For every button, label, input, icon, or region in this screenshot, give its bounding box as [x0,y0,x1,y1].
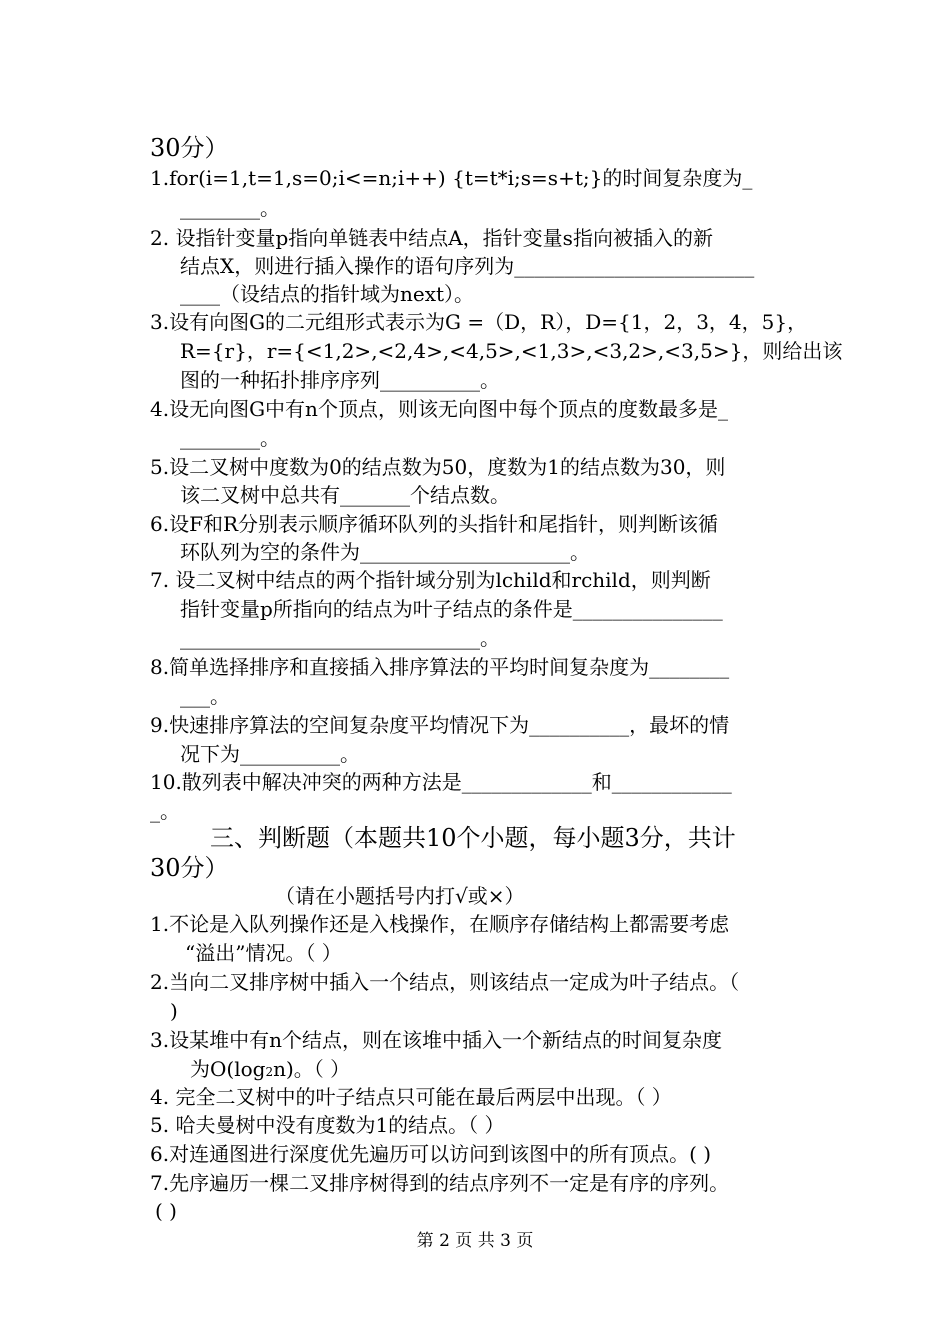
q5-line2: 该二叉树中总共有_______个结点数。 [180,483,510,507]
q2-line3: ____（设结点的指针域为next）。 [180,282,475,306]
j7-line1: 7.先序遍历一棵二叉排序树得到的结点序列不一定是有序的序列。 [150,1171,730,1195]
j1-line1: 1.不论是入队列操作还是入栈操作，在顺序存储结构上都需要考虑 [150,912,730,936]
j1-line2: “溢出”情况。（ ） [185,941,342,965]
q7-line1: 7. 设二叉树中结点的两个指针域分别为lchild和rchild，则判断 [150,568,711,592]
q8-line1: 8.简单选择排序和直接插入排序算法的平均时间复杂度为________ [150,655,730,679]
q2-line1: 2. 设指针变量p指向单链表中结点A，指针变量s指向被插入的新 [150,226,713,250]
q1-line2: ________。 [180,196,280,220]
j3-log-base: 2 [265,1065,274,1079]
q5-line1: 5.设二叉树中度数为0的结点数为50，度数为1的结点数为30，则 [150,455,726,479]
q1-line1: 1.for(i=1,t=1,s=0;i<=n;i++) {t=t*i;s=s+t;}的时间复杂度为_ [150,166,753,190]
j3-line2-post: n)。（ ） [273,1057,351,1081]
q8-line2: ___。 [180,684,230,708]
q10-line2: _。 [150,799,180,823]
q6-line2: 环队列为空的条件为_____________________。 [180,540,590,564]
j3-line2-pre: 为O(log [190,1057,266,1081]
section3-instruction: （请在小题括号内打√或×） [275,884,525,908]
section3-title-line1: 三、判断题（本题共10个小题，每小题3分，共计 [210,824,736,852]
q7-line2: 指针变量p所指向的结点为叶子结点的条件是_______________ [180,597,723,621]
q3-line3: 图的一种拓扑排序序列__________。 [180,368,500,392]
j2-line2: ) [170,999,178,1023]
q2-line2: 结点X，则进行插入操作的语句序列为________________________ [180,254,755,278]
q10-line1: 10.散列表中解决冲突的两种方法是_____________和____________ [150,770,732,794]
q6-line1: 6.设F和R分别表示顺序循环队列的头指针和尾指针，则判断该循 [150,512,719,536]
j5-line1: 5. 哈夫曼树中没有度数为1的结点。（ ） [150,1113,505,1137]
j7-line2: ( ) [155,1199,177,1223]
q4-line1: 4.设无向图G中有n个顶点，则该无向图中每个顶点的度数最多是_ [150,397,728,421]
q4-line2: ________。 [180,426,280,450]
continued-heading: 30分） [150,134,229,162]
q7-line3: ______________________________。 [180,626,500,650]
j3-line2 [190,1055,350,1086]
j3-line1: 3.设某堆中有n个结点，则在该堆中插入一个新结点的时间复杂度 [150,1028,722,1052]
q3-line2: R={r}，r={<1,2>,<2,4>,<4,5>,<1,3>,<3,2>,<3,5>}，则给出该 [180,339,843,363]
page-footer: 第 2 页 共 3 页 [416,1231,534,1251]
q9-line1: 9.快速排序算法的空间复杂度平均情况下为__________，最坏的情 [150,713,730,737]
q9-line2: 况下为__________。 [180,742,360,766]
j6-line1: 6.对连通图进行深度优先遍历可以访问到该图中的所有顶点。( ) [150,1142,712,1166]
section3-title-line2: 30分） [150,854,229,882]
q3-line1: 3.设有向图G的二元组形式表示为G =（D，R），D={1，2，3，4，5}， [150,310,808,334]
j4-line1: 4. 完全二叉树中的叶子结点只可能在最后两层中出现。（ ） [150,1085,672,1109]
j2-line1: 2.当向二叉排序树中插入一个结点，则该结点一定成为叶子结点。（ [150,970,740,994]
